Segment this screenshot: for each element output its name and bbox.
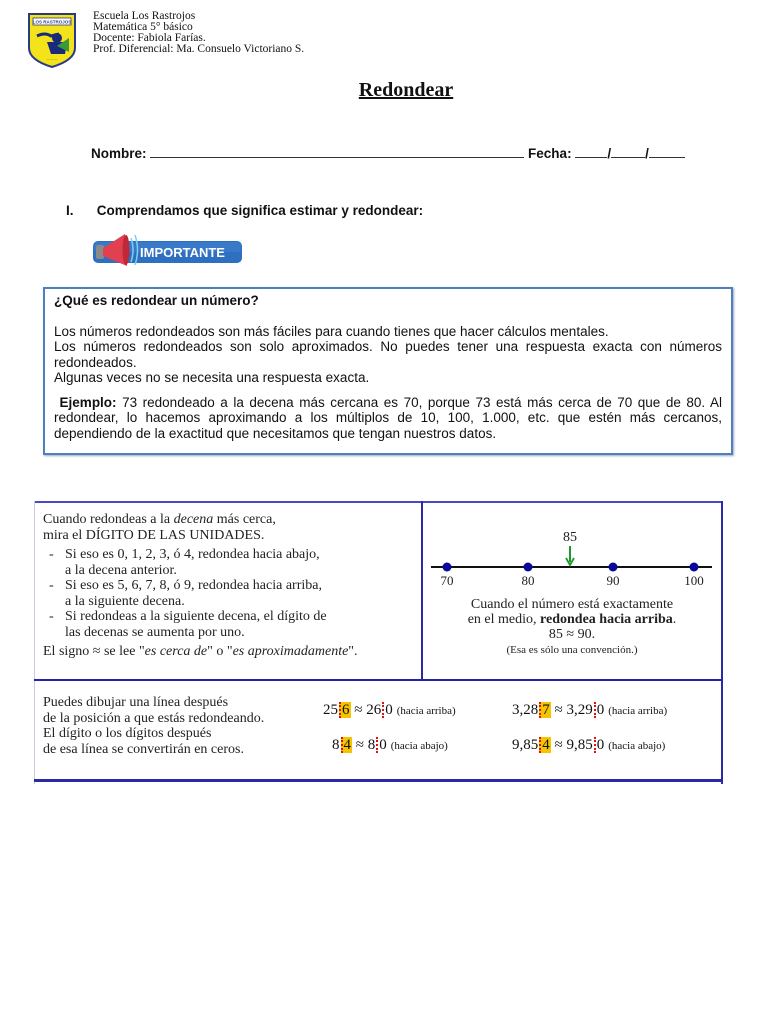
svg-text:LOS RASTROJOS: LOS RASTROJOS <box>32 19 72 25</box>
page-title: Redondear <box>358 79 454 101</box>
date-year-field[interactable] <box>649 145 685 158</box>
rule-item: - Si eso es 0, 1, 2, 3, ó 4, redondea hacia abajo, a la decena anterior. <box>49 547 320 578</box>
svg-text:70: 70 <box>440 573 454 588</box>
box-paragraph: Los números redondeados son solo aproximados. No puedes tener una respuesta exacta con números redondeados. <box>54 339 722 370</box>
special-teacher-name: Prof. Diferencial: Ma. Consuelo Victoriano S. <box>93 43 305 55</box>
date-day-field[interactable] <box>575 145 607 158</box>
svg-text:85: 85 <box>563 530 577 545</box>
svg-text:100: 100 <box>684 573 704 588</box>
section-heading <box>66 203 423 218</box>
number-line <box>429 521 719 601</box>
date-month-field[interactable] <box>611 145 645 158</box>
school-info <box>93 11 304 55</box>
section-title: Comprendamos que significa estimar y redondear: <box>96 203 424 218</box>
svg-text:— — —: — — — <box>46 57 58 61</box>
rule-item: - Si redondeas a la siguiente decena, el dígito de las decenas se aumenta por uno. <box>49 609 327 640</box>
rounding-rules <box>43 512 358 660</box>
date-separator: / <box>607 146 612 161</box>
example-text: 73 redondeado a la decena más cercana es 70, porque 73 está más cerca de 70 que de 80. Al redondear, lo hacemos aproximando a los múltiplos de 10, 100, 1.000, etc. que estén más cercanos, dependiendo de la exactitud que necesitamos que tengan nuestros datos. <box>54 394 722 441</box>
box-paragraph: Algunas veces no se necesita una respuesta exacta. <box>54 370 370 385</box>
example-label: Ejemplo: <box>59 394 117 410</box>
approx-sign-note: El signo ≈ se lee "es cerca de" o "es aproximadamente". <box>43 644 358 659</box>
svg-text:IMPORTANTE: IMPORTANTE <box>140 245 225 260</box>
name-field[interactable] <box>150 145 524 158</box>
rounding-example: 25 6 ≈ 26 0 (hacia arriba) <box>323 702 456 718</box>
importante-badge <box>91 230 243 268</box>
rules-intro: Cuando redondeas a la decena más cerca, <box>43 512 276 527</box>
course-name: Matemática 5° básico <box>93 21 193 33</box>
section-number: I. <box>66 203 74 218</box>
name-label: Nombre: <box>91 146 147 161</box>
svg-text:90: 90 <box>606 573 620 588</box>
number-line-caption: Cuando el número está exactamente en el medio, redondea hacia arriba. 85 ≈ 90. (Esa es sólo una convención.) <box>467 597 677 656</box>
name-date-row <box>91 145 685 161</box>
school-logo <box>27 12 77 68</box>
rounding-guide-figure <box>34 501 723 784</box>
teacher-name: Docente: Fabiola Farías. <box>93 32 206 44</box>
box-question: ¿Qué es redondear un número? <box>54 293 259 308</box>
rounding-example: 9,85 4 ≈ 9,85 0 (hacia abajo) <box>512 737 666 753</box>
rules-intro-2: mira el DÍGITO DE LAS UNIDADES. <box>43 527 265 543</box>
svg-text:80: 80 <box>521 573 535 588</box>
rule-item: - Si eso es 5, 6, 7, 8, ó 9, redondea hacia arriba, a la siguiente decena. <box>49 578 322 609</box>
date-separator: / <box>645 146 649 161</box>
date-label: Fecha: <box>528 146 572 161</box>
cut-line-explanation: Puedes dibujar una línea después de la posición a que estás redondeando. El dígito o los dígitos después de esa línea se convertirán en ceros. <box>43 695 265 757</box>
rounding-example: 8 4 ≈ 8 0 (hacia abajo) <box>332 737 448 753</box>
rounding-example: 3,28 7 ≈ 3,29 0 (hacia arriba) <box>512 702 668 718</box>
school-name: Escuela Los Rastrojos <box>93 10 196 22</box>
what-is-rounding-box <box>43 287 733 455</box>
box-example <box>54 395 722 442</box>
box-paragraph: Los números redondeados son más fáciles para cuando tienes que hacer cálculos mentales. <box>54 323 609 339</box>
